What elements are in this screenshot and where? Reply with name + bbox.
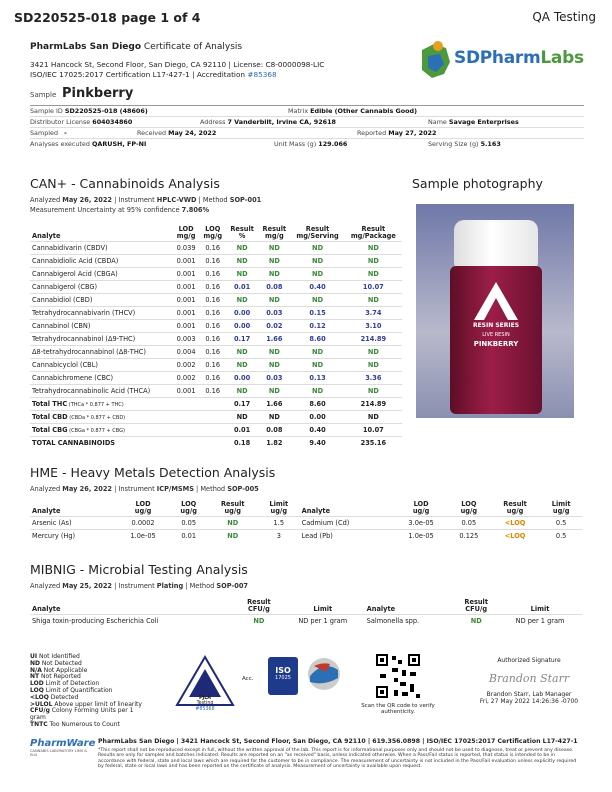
- column-header: LOD ug/g: [412, 499, 430, 515]
- footer-lab-line: PharmLabs San Diego | 3421 Hancock St, Second Floor, San Diego, CA 92110 | 619.356.0898 | ISO/IEC 17025:2017 Certification L17-427-1: [98, 738, 578, 745]
- total-value: 214.89: [345, 397, 402, 410]
- analyte-cell: Mercury (Hg): [30, 529, 116, 542]
- value-cell: 0.16: [199, 267, 226, 280]
- qr-code-icon[interactable]: [374, 652, 422, 700]
- value-cell: ND: [345, 267, 402, 280]
- analyte-cell: Salmonella spp.: [365, 614, 455, 627]
- qr-caption: Scan the QR code to verify authenticity.: [361, 703, 435, 716]
- value-cell: 0.16: [199, 319, 226, 332]
- table-row: [30, 614, 582, 627]
- value-cell: ND: [345, 384, 402, 397]
- total-value: 8.60: [290, 397, 344, 410]
- value-cell: 1.0e-05: [394, 529, 448, 542]
- value-cell: ND: [226, 293, 258, 306]
- legend-item: UI Not Identified: [30, 653, 80, 660]
- total-row: [30, 397, 402, 410]
- total-value: ND: [226, 410, 258, 423]
- column-header: Result CFU/g: [464, 597, 488, 613]
- value-cell: 0.125: [448, 529, 490, 542]
- table-row: [30, 293, 402, 306]
- value-cell: ND: [258, 345, 290, 358]
- total-value: 0.40: [290, 423, 344, 436]
- total-value: ND: [258, 410, 290, 423]
- legend-item: LOD Limit of Detection: [30, 680, 100, 688]
- value-cell: 0.03: [258, 306, 290, 319]
- table-row: [30, 306, 402, 319]
- value-cell: 0.001: [173, 293, 200, 306]
- total-value: 0.01: [226, 423, 258, 436]
- value-cell: ND: [345, 254, 402, 267]
- pjla-text: PJLA Testing #85368: [195, 696, 215, 712]
- column-header: LOQ ug/g: [460, 499, 478, 515]
- value-cell: 0.001: [173, 254, 200, 267]
- value-cell: 0.13: [290, 371, 344, 384]
- signature-image: Brandon Starr: [488, 672, 570, 685]
- column-header: LOD ug/g: [134, 499, 152, 515]
- total-value: 0.08: [258, 423, 290, 436]
- value-cell: ND: [290, 384, 344, 397]
- legend-item: CFU/g Colony Forming Units per 1 gram: [30, 707, 134, 722]
- value-cell: 0.001: [173, 319, 200, 332]
- column-header: Limit: [313, 605, 333, 613]
- metals-table: [30, 496, 582, 542]
- value-cell: 0.12: [290, 319, 344, 332]
- value-cell: ND: [290, 267, 344, 280]
- legend-item: <LOQ Detected: [30, 693, 79, 701]
- total-row: [30, 423, 402, 436]
- value-cell: 0.039: [173, 241, 200, 254]
- sample-name: Pinkberry: [62, 86, 134, 101]
- value-cell: ND: [237, 614, 281, 627]
- value-cell: ND: [258, 267, 290, 280]
- value-cell: 0.001: [173, 267, 200, 280]
- analyte-cell: Cannabidivarin (CBDV): [30, 241, 173, 254]
- total-value: 10.07: [345, 423, 402, 436]
- value-cell: 0.16: [199, 280, 226, 293]
- value-cell: ND: [290, 293, 344, 306]
- value-cell: 3: [258, 529, 300, 542]
- column-header: Analyte: [366, 605, 396, 613]
- value-cell: 214.89: [345, 332, 402, 345]
- column-header: Analyte: [32, 232, 61, 240]
- value-cell: 0.03: [258, 371, 290, 384]
- jar-lid: [454, 220, 538, 272]
- legend-item: TNTC Too Numerous to Count: [30, 720, 120, 728]
- signature-block: Authorized Signature Brandon Starr Brandon Starr, Lab Manager Fri, 27 May 2022 14:26:36 -0700: [474, 657, 584, 705]
- jar-label: RESIN SERIES LIVE RESIN PINKBERRY: [472, 322, 520, 348]
- column-header: LOQ ug/g: [180, 499, 197, 515]
- value-cell: 0.002: [173, 371, 200, 384]
- legend-item: LOQ Limit of Quantification: [30, 686, 113, 694]
- total-value: 0.18: [226, 436, 258, 449]
- total-label: Total THC (THCa * 0.877 + THC): [30, 397, 226, 410]
- column-header: LOQ mg/g: [203, 224, 223, 240]
- analyte-cell: Tetrahydrocannabinolic Acid (THCA): [30, 384, 173, 397]
- value-cell: 0.0002: [116, 516, 170, 529]
- value-cell: 0.004: [173, 345, 200, 358]
- globe-badge-icon: [306, 656, 342, 692]
- analyte-cell: Cannabinol (CBN): [30, 319, 173, 332]
- value-cell: 0.003: [173, 332, 200, 345]
- value-cell: 0.002: [173, 358, 200, 371]
- value-cell: 0.01: [170, 529, 208, 542]
- value-cell: 0.16: [199, 306, 226, 319]
- table-row: [30, 345, 402, 358]
- value-cell: 0.001: [173, 280, 200, 293]
- analyte-cell: Δ8-tetrahydrocannabinol (Δ8-THC): [30, 345, 173, 358]
- lab-address: 3421 Hancock St, Second Floor, San Diego, CA 92110 | License: C8-0000098-LIC ISO/IEC 17025:2017 Certification L17-427-1 | Accreditation #85368: [30, 60, 325, 79]
- accreditation-link[interactable]: #85368: [247, 70, 277, 79]
- value-cell: ND per 1 gram: [498, 614, 582, 627]
- metals-title: HME - Heavy Metals Detection Analysis: [30, 465, 276, 480]
- table-row: [30, 371, 402, 384]
- value-cell: 0.16: [199, 241, 226, 254]
- value-cell: 0.16: [199, 345, 226, 358]
- brand-logo-icon: [472, 280, 520, 322]
- photo-title: Sample photography: [412, 176, 543, 191]
- column-header: Result mg/Serving: [296, 224, 339, 240]
- table-row: [30, 267, 402, 280]
- analyte-cell: Lead (Pb): [300, 529, 395, 542]
- value-cell: 1.5: [258, 516, 300, 529]
- value-cell: 3.0e-05: [394, 516, 448, 529]
- value-cell: ND: [345, 293, 402, 306]
- micro-meta: Analyzed May 25, 2022 | Instrument Plating | Method SOP-007: [30, 582, 248, 590]
- value-cell: ND: [226, 267, 258, 280]
- value-cell: ND: [290, 241, 344, 254]
- value-cell: 0.001: [173, 306, 200, 319]
- column-header: Analyte: [32, 605, 61, 613]
- column-header: Result %: [230, 224, 254, 240]
- value-cell: 0.16: [199, 384, 226, 397]
- pharmware-logo: PharmWare CANNABIS LABORATORY LIMS & ELN: [30, 738, 96, 757]
- analyte-cell: Arsenic (As): [30, 516, 116, 529]
- legend-item: >ULOL Above upper limit of linearity: [30, 700, 142, 708]
- lab-title: PharmLabs San Diego Certificate of Analysis: [30, 42, 243, 52]
- value-cell: ND: [258, 384, 290, 397]
- analyte-cell: Tetrahydrocannabinol (Δ9-THC): [30, 332, 173, 345]
- value-cell: ND: [226, 241, 258, 254]
- value-cell: 3.10: [345, 319, 402, 332]
- value-cell: ND: [208, 529, 258, 542]
- value-cell: ND: [454, 614, 498, 627]
- table-row: [30, 254, 402, 267]
- value-cell: ND: [258, 293, 290, 306]
- value-cell: 0.16: [199, 293, 226, 306]
- value-cell: ND: [258, 358, 290, 371]
- value-cell: 1.66: [258, 332, 290, 345]
- table-row: [30, 384, 402, 397]
- table-row: [30, 241, 402, 254]
- value-cell: 0.16: [199, 332, 226, 345]
- micro-title: MIBNIG - Microbial Testing Analysis: [30, 562, 248, 577]
- value-cell: 10.07: [345, 280, 402, 293]
- value-cell: <LOQ: [490, 516, 540, 529]
- value-cell: 0.05: [170, 516, 208, 529]
- total-value: 9.40: [290, 436, 344, 449]
- column-header: Result CFU/g: [247, 597, 271, 613]
- value-cell: ND: [208, 516, 258, 529]
- value-cell: 8.60: [290, 332, 344, 345]
- total-label: Total CBG (CBGa * 0.877 + CBG): [30, 423, 226, 436]
- column-header: Analyte: [32, 507, 61, 515]
- column-header: Result mg/g: [262, 224, 287, 240]
- value-cell: 0.00: [226, 319, 258, 332]
- column-header: Limit: [530, 605, 550, 613]
- value-cell: ND: [345, 241, 402, 254]
- micro-table: [30, 594, 582, 627]
- value-cell: ND: [226, 358, 258, 371]
- value-cell: 0.001: [173, 384, 200, 397]
- value-cell: ND: [226, 384, 258, 397]
- total-value: 0.00: [290, 410, 344, 423]
- value-cell: ND: [226, 345, 258, 358]
- value-cell: 0.16: [199, 254, 226, 267]
- value-cell: 0.02: [258, 319, 290, 332]
- total-value: 1.66: [258, 397, 290, 410]
- column-header: Limit ug/g: [551, 499, 571, 515]
- document-id: SD220525-018 page 1 of 4: [14, 10, 201, 25]
- sample-label: Sample: [30, 91, 57, 99]
- measurement-uncertainty: Measurement Uncertainty at 95% confidence 7.806%: [30, 206, 210, 214]
- table-row: [30, 516, 582, 529]
- analyte-cell: Cannabidiol (CBD): [30, 293, 173, 306]
- legend-item: ND Not Detected: [30, 659, 82, 667]
- value-cell: 0.40: [290, 280, 344, 293]
- value-cell: <LOQ: [490, 529, 540, 542]
- analyte-cell: Shiga toxin-producing Escherichia Coli: [30, 614, 237, 627]
- analyte-cell: Tetrahydrocannabivarin (THCV): [30, 306, 173, 319]
- value-cell: ND: [226, 254, 258, 267]
- iso-badge: ISO 17025: [268, 657, 298, 695]
- value-cell: ND: [290, 254, 344, 267]
- value-cell: 0.05: [448, 516, 490, 529]
- analyte-cell: Cannabicyclol (CBL): [30, 358, 173, 371]
- total-label: Total CBD (CBDa * 0.877 + CBD): [30, 410, 226, 423]
- column-header: Limit ug/g: [269, 499, 289, 515]
- metals-meta: Analyzed May 26, 2022 | Instrument ICP/MSMS | Method SOP-005: [30, 485, 259, 493]
- value-cell: ND: [345, 358, 402, 371]
- total-value: 1.82: [258, 436, 290, 449]
- value-cell: 0.15: [290, 306, 344, 319]
- value-cell: ND: [258, 254, 290, 267]
- total-value: 235.16: [345, 436, 402, 449]
- cannabinoids-meta: Analyzed May 26, 2022 | Instrument HPLC-VWD | Method SOP-001: [30, 196, 262, 204]
- analyte-cell: Cadmium (Cd): [300, 516, 395, 529]
- value-cell: ND per 1 gram: [281, 614, 365, 627]
- total-row: [30, 436, 402, 449]
- total-value: 0.17: [226, 397, 258, 410]
- value-cell: 3.74: [345, 306, 402, 319]
- column-header: Result ug/g: [503, 499, 527, 515]
- cannabinoids-table: [30, 219, 402, 449]
- analyte-cell: Cannabigerol (CBG): [30, 280, 173, 293]
- column-header: LOD mg/g: [176, 224, 196, 240]
- value-cell: 0.00: [226, 306, 258, 319]
- column-header: Result ug/g: [220, 499, 245, 515]
- value-cell: 0.17: [226, 332, 258, 345]
- value-cell: ND: [290, 345, 344, 358]
- value-cell: ND: [345, 345, 402, 358]
- table-row: [30, 358, 402, 371]
- total-label: TOTAL CANNABINOIDS: [30, 436, 226, 449]
- sample-photo: [416, 204, 574, 418]
- value-cell: 0.00: [226, 371, 258, 384]
- column-header: Analyte: [301, 507, 331, 515]
- value-cell: 3.36: [345, 371, 402, 384]
- table-row: [30, 529, 582, 542]
- analyte-cell: Cannabichromene (CBC): [30, 371, 173, 384]
- value-cell: 0.5: [540, 516, 582, 529]
- value-cell: ND: [290, 358, 344, 371]
- analyte-cell: Cannabigerol Acid (CBGA): [30, 267, 173, 280]
- abbreviation-legend: [30, 654, 142, 729]
- acc-label: Acc.: [242, 676, 254, 682]
- total-row: [30, 410, 402, 423]
- table-row: [30, 280, 402, 293]
- qa-label: QA Testing: [532, 10, 596, 24]
- value-cell: 0.16: [199, 358, 226, 371]
- table-row: [30, 319, 402, 332]
- value-cell: 0.5: [540, 529, 582, 542]
- value-cell: 0.16: [199, 371, 226, 384]
- analyte-cell: Cannabidiolic Acid (CBDA): [30, 254, 173, 267]
- logo-text: SDPharmLabs: [454, 48, 584, 68]
- cannabinoids-title: CAN+ - Cannabinoids Analysis: [30, 176, 220, 191]
- legend-item: NT Not Reported: [30, 673, 81, 681]
- total-value: ND: [345, 410, 402, 423]
- value-cell: 1.0e-05: [116, 529, 170, 542]
- legend-item: N/A Not Applicable: [30, 666, 88, 674]
- value-cell: ND: [258, 241, 290, 254]
- value-cell: 0.08: [258, 280, 290, 293]
- table-row: [30, 332, 402, 345]
- footer-disclaimer: *This report shall not be reproduced except in full, without the written approval of the lab. This report is for informational purposes only and should not be used to diagnose, treat or prevent any disease. Results are only for samples and batches indicated. Results are reported on an "as received" basis, unless indicated otherwise. When a Pass/Fail status is reported, that status is intended to be in accordance with federal, state and local laws which are required for the customer to be in compliance. The measurement of uncertainty is not included in the Pass/Fail evaluation unless explicitly required by federal, state or local laws and has been reported on the certificate of analysis. Measurement of uncertainty is available upon request.: [98, 748, 577, 770]
- value-cell: 0.01: [226, 280, 258, 293]
- column-header: Result mg/Package: [350, 224, 396, 240]
